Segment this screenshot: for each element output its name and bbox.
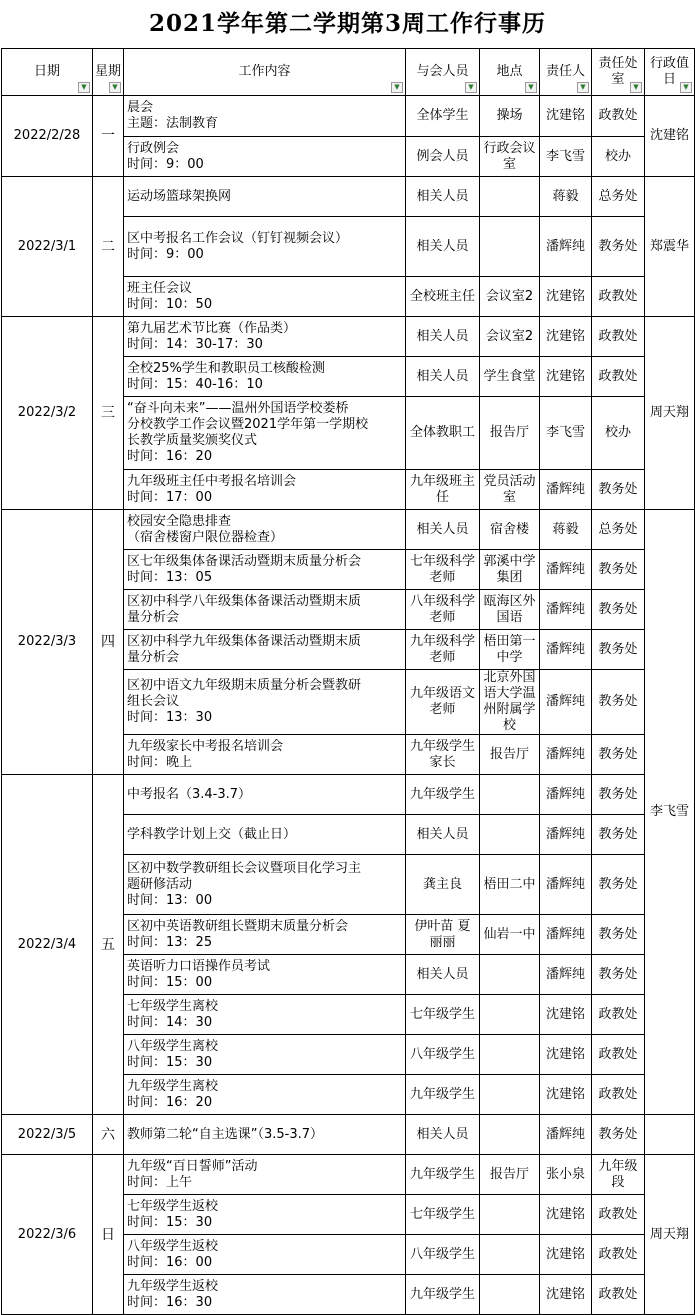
content-line: 时间：13：05	[127, 569, 213, 585]
content-line: （宿舍楼窗户限位器检查）	[127, 529, 284, 545]
content-cell	[124, 1155, 406, 1195]
header-label: 与会人员	[416, 64, 469, 79]
content-line: 九年级学生返校	[127, 1278, 219, 1294]
content-cell	[124, 277, 406, 317]
owner-cell: 潘辉纯	[540, 590, 592, 630]
dept-cell: 教务处	[592, 590, 645, 630]
header-row	[2, 49, 695, 96]
content-line: 时间：14：30	[127, 1014, 213, 1030]
content-line: 时间：上午	[127, 1174, 193, 1190]
dept-cell: 政教处	[592, 1035, 645, 1075]
content-line: 时间：15：30	[127, 1054, 213, 1070]
dept-cell: 政教处	[592, 1235, 645, 1275]
location-cell	[480, 815, 540, 855]
dept-cell: 政教处	[592, 1275, 645, 1315]
dept-cell: 教务处	[592, 217, 645, 277]
content-cell	[124, 510, 406, 550]
location-cell: 报告厅	[480, 397, 540, 470]
dept-cell: 九年级段	[592, 1155, 645, 1195]
content-cell	[124, 815, 406, 855]
content-line: 行政例会	[127, 140, 180, 156]
dept-cell: 总务处	[592, 177, 645, 217]
attendees-cell: 九年级学生家长	[406, 735, 480, 775]
owner-cell: 潘辉纯	[540, 815, 592, 855]
table-row	[2, 775, 695, 815]
page-title: 2021学年第二学期第3周工作行事历	[148, 10, 547, 37]
content-cell	[124, 357, 406, 397]
owner-cell: 沈建铭	[540, 1235, 592, 1275]
content-cell	[124, 955, 406, 995]
attendees-cell: 全体教职工	[406, 397, 480, 470]
filter-dropdown-icon[interactable]: ▼	[630, 82, 642, 93]
col-header-owner[interactable]	[540, 49, 592, 96]
col-header-weekday[interactable]	[93, 49, 124, 96]
header-label: 行政值日	[649, 56, 689, 87]
attendees-cell: 九年级班主任	[406, 470, 480, 510]
content-cell	[124, 397, 406, 470]
col-header-location[interactable]	[480, 49, 540, 96]
content-line: 八年级学生离校	[127, 1038, 219, 1054]
location-cell: 操场	[480, 96, 540, 137]
content-line: 全校25%学生和教职员工核酸检测	[127, 360, 325, 376]
date-cell: 2022/3/5	[2, 1115, 93, 1155]
dept-cell: 政教处	[592, 357, 645, 397]
filter-dropdown-icon[interactable]: ▼	[525, 82, 537, 93]
header-label: 责任处室	[598, 56, 638, 87]
owner-cell: 李飞雪	[540, 397, 592, 470]
content-line: 九年级学生离校	[127, 1078, 219, 1094]
location-cell	[480, 1115, 540, 1155]
attendees-cell: 七年级学生	[406, 995, 480, 1035]
location-cell	[480, 1035, 540, 1075]
location-cell: 仙岩一中	[480, 915, 540, 955]
location-cell: 会议室2	[480, 317, 540, 357]
dept-cell: 总务处	[592, 510, 645, 550]
content-line: 量分析会	[127, 649, 180, 665]
content-cell	[124, 630, 406, 670]
attendees-cell: 九年级学生	[406, 775, 480, 815]
content-line: 运动场篮球架换网	[127, 188, 232, 204]
content-cell	[124, 735, 406, 775]
col-header-content[interactable]	[124, 49, 406, 96]
location-cell	[480, 1235, 540, 1275]
owner-cell: 沈建铭	[540, 1075, 592, 1115]
owner-cell: 沈建铭	[540, 1195, 592, 1235]
owner-cell: 沈建铭	[540, 96, 592, 137]
dept-cell: 教务处	[592, 815, 645, 855]
content-line: 时间：15：40-16：10	[127, 376, 263, 392]
date-cell: 2022/3/6	[2, 1155, 93, 1315]
table-row	[2, 510, 695, 550]
col-header-date[interactable]	[2, 49, 93, 96]
attendees-cell: 八年级科学老师	[406, 590, 480, 630]
content-line: 时间：15：00	[127, 974, 213, 990]
attendees-cell: 龚主良	[406, 855, 480, 915]
dept-cell: 政教处	[592, 995, 645, 1035]
dept-cell: 教务处	[592, 670, 645, 735]
location-cell: 报告厅	[480, 1155, 540, 1195]
content-line: 主题：法制教育	[127, 116, 219, 131]
dept-cell: 政教处	[592, 1195, 645, 1235]
owner-cell: 李飞雪	[540, 137, 592, 177]
content-line: 时间：16：30	[127, 1294, 213, 1310]
owner-cell: 沈建铭	[540, 1275, 592, 1315]
table-row	[2, 1115, 695, 1155]
content-cell	[124, 1195, 406, 1235]
content-line: 学科教学计划上交（截止日）	[127, 826, 297, 842]
content-cell	[124, 775, 406, 815]
attendees-cell: 相关人员	[406, 955, 480, 995]
dept-cell: 校办	[592, 137, 645, 177]
attendees-cell: 九年级语文老师	[406, 670, 480, 735]
content-line: 时间：17：00	[127, 489, 213, 505]
weekday-cell: 六	[93, 1115, 124, 1155]
content-line: 区初中科学八年级集体备课活动暨期末质	[127, 593, 362, 609]
dept-cell: 教务处	[592, 1115, 645, 1155]
owner-cell: 潘辉纯	[540, 630, 592, 670]
owner-cell: 沈建铭	[540, 277, 592, 317]
dept-cell: 教务处	[592, 955, 645, 995]
date-cell: 2022/3/1	[2, 177, 93, 317]
weekday-cell: 日	[93, 1155, 124, 1315]
location-cell: 梧田二中	[480, 855, 540, 915]
content-line: 长教学质量奖颁奖仪式	[127, 433, 258, 448]
content-line: 时间：晚上	[127, 754, 193, 770]
content-line: 区初中语文九年级期末质量分析会暨教研	[127, 678, 362, 693]
location-cell: 学生食堂	[480, 357, 540, 397]
owner-cell: 潘辉纯	[540, 470, 592, 510]
content-cell	[124, 670, 406, 735]
dept-cell: 政教处	[592, 96, 645, 137]
attendees-cell: 全校班主任	[406, 277, 480, 317]
content-cell	[124, 217, 406, 277]
attendees-cell: 例会人员	[406, 137, 480, 177]
content-line: 八年级学生返校	[127, 1238, 219, 1254]
content-cell	[124, 96, 406, 137]
content-line: 时间：9：00	[127, 246, 204, 262]
date-cell: 2022/3/4	[2, 775, 93, 1115]
dept-cell: 教务处	[592, 470, 645, 510]
owner-cell: 沈建铭	[540, 995, 592, 1035]
content-line: 区初中数学教研组长会议暨项目化学习主	[127, 860, 362, 876]
dept-cell: 教务处	[592, 550, 645, 590]
table-row	[2, 177, 695, 217]
duty-cell: 周天翔	[645, 317, 695, 510]
dept-cell: 政教处	[592, 1075, 645, 1115]
header-label: 星期	[95, 64, 122, 79]
owner-cell: 潘辉纯	[540, 915, 592, 955]
filter-dropdown-icon[interactable]: ▼	[391, 82, 403, 93]
owner-cell: 沈建铭	[540, 1035, 592, 1075]
content-line: 时间：9：00	[127, 156, 204, 172]
attendees-cell: 相关人员	[406, 357, 480, 397]
content-line: 区初中科学九年级集体备课活动暨期末质	[127, 633, 362, 649]
attendees-cell: 全体学生	[406, 96, 480, 137]
content-line: 九年级“百日誓师”活动	[127, 1158, 258, 1174]
location-cell	[480, 955, 540, 995]
weekday-cell: 二	[93, 177, 124, 317]
content-line: 时间：14：30-17：30	[127, 336, 263, 352]
location-cell	[480, 1195, 540, 1235]
content-line: 量分析会	[127, 609, 180, 625]
attendees-cell: 九年级学生	[406, 1155, 480, 1195]
attendees-cell: 九年级科学老师	[406, 630, 480, 670]
content-line: 时间：15：30	[127, 1214, 213, 1230]
weekday-cell: 四	[93, 510, 124, 775]
location-cell	[480, 1275, 540, 1315]
content-cell	[124, 1235, 406, 1275]
location-cell: 郭溪中学集团	[480, 550, 540, 590]
content-cell	[124, 177, 406, 217]
location-cell: 北京外国语大学温州附属学校	[480, 670, 540, 735]
content-line: 第九届艺术节比赛（作品类）	[127, 320, 297, 336]
content-cell	[124, 1115, 406, 1155]
weekday-cell: 一	[93, 96, 124, 177]
duty-cell: 李飞雪	[645, 510, 695, 1115]
header-label: 日期	[33, 64, 60, 79]
content-cell	[124, 550, 406, 590]
dept-cell: 政教处	[592, 277, 645, 317]
owner-cell: 沈建铭	[540, 317, 592, 357]
table-row	[2, 317, 695, 357]
attendees-cell: 七年级学生	[406, 1195, 480, 1235]
location-cell: 梧田第一中学	[480, 630, 540, 670]
content-line: 时间：13：00	[127, 892, 213, 908]
date-cell: 2022/3/2	[2, 317, 93, 510]
content-line: 时间：16：00	[127, 1254, 213, 1270]
content-line: 英语听力口语操作员考试	[127, 958, 271, 974]
weekday-cell: 三	[93, 317, 124, 510]
content-cell	[124, 855, 406, 915]
header-label: 工作内容	[238, 64, 291, 79]
content-cell	[124, 1275, 406, 1315]
content-line: 九年级班主任中考报名培训会	[127, 473, 297, 489]
owner-cell: 潘辉纯	[540, 550, 592, 590]
dept-cell: 教务处	[592, 915, 645, 955]
date-cell: 2022/2/28	[2, 96, 93, 177]
attendees-cell: 相关人员	[406, 815, 480, 855]
attendees-cell: 七年级科学老师	[406, 550, 480, 590]
filter-dropdown-icon[interactable]: ▼	[465, 82, 477, 93]
header-label: 责任人	[545, 64, 585, 79]
date-cell: 2022/3/3	[2, 510, 93, 775]
attendees-cell: 相关人员	[406, 217, 480, 277]
filter-dropdown-icon[interactable]: ▼	[577, 82, 589, 93]
location-cell	[480, 177, 540, 217]
owner-cell: 沈建铭	[540, 357, 592, 397]
attendees-cell: 伊叶苗 夏丽丽	[406, 915, 480, 955]
owner-cell: 蒋毅	[540, 510, 592, 550]
header-label: 地点	[496, 64, 523, 79]
dept-cell: 政教处	[592, 317, 645, 357]
owner-cell: 张小泉	[540, 1155, 592, 1195]
content-cell	[124, 1035, 406, 1075]
location-cell: 瓯海区外国语	[480, 590, 540, 630]
schedule-body	[2, 96, 695, 1315]
content-line: 时间：10：50	[127, 296, 213, 312]
duty-cell: 沈建铭	[645, 96, 695, 177]
content-line: 教师第二轮“自主选课”（3.5-3.7）	[127, 1126, 324, 1142]
duty-cell: 郑震华	[645, 177, 695, 317]
content-line: 时间：16：20	[127, 449, 213, 464]
owner-cell: 潘辉纯	[540, 217, 592, 277]
filter-dropdown-icon[interactable]: ▼	[109, 82, 121, 93]
content-cell	[124, 317, 406, 357]
content-cell	[124, 1075, 406, 1115]
owner-cell: 潘辉纯	[540, 670, 592, 735]
dept-cell: 校办	[592, 397, 645, 470]
content-line: 区中考报名工作会议（钉钉视频会议）	[127, 230, 349, 246]
table-row	[2, 96, 695, 137]
col-header-dept[interactable]	[592, 49, 645, 96]
content-line: 时间：13：30	[127, 710, 213, 725]
attendees-cell: 八年级学生	[406, 1035, 480, 1075]
content-line: “奋斗向未来”——温州外国语学校娄桥	[127, 401, 349, 416]
content-line: 七年级学生离校	[127, 998, 219, 1014]
attendees-cell: 九年级学生	[406, 1075, 480, 1115]
attendees-cell: 相关人员	[406, 317, 480, 357]
content-cell	[124, 137, 406, 177]
attendees-cell: 九年级学生	[406, 1275, 480, 1315]
owner-cell: 潘辉纯	[540, 1115, 592, 1155]
dept-cell: 教务处	[592, 855, 645, 915]
attendees-cell: 相关人员	[406, 510, 480, 550]
filter-dropdown-icon[interactable]: ▼	[680, 82, 692, 93]
col-header-attendees[interactable]	[406, 49, 480, 96]
attendees-cell: 相关人员	[406, 1115, 480, 1155]
dept-cell: 教务处	[592, 735, 645, 775]
content-line: 时间：13：25	[127, 934, 213, 950]
content-cell	[124, 995, 406, 1035]
content-line: 校园安全隐患排查	[127, 513, 232, 529]
dept-cell: 教务处	[592, 775, 645, 815]
location-cell: 报告厅	[480, 735, 540, 775]
weekday-cell: 五	[93, 775, 124, 1115]
content-line: 时间：16：20	[127, 1094, 213, 1110]
attendees-cell: 相关人员	[406, 177, 480, 217]
content-line: 题研修活动	[127, 876, 193, 892]
schedule-table	[1, 48, 695, 1315]
location-cell	[480, 217, 540, 277]
owner-cell: 潘辉纯	[540, 775, 592, 815]
owner-cell: 潘辉纯	[540, 955, 592, 995]
location-cell	[480, 1075, 540, 1115]
owner-cell: 蒋毅	[540, 177, 592, 217]
location-cell	[480, 995, 540, 1035]
location-cell: 党员活动室	[480, 470, 540, 510]
col-header-duty[interactable]	[645, 49, 695, 96]
filter-dropdown-icon[interactable]: ▼	[78, 82, 90, 93]
location-cell: 宿舍楼	[480, 510, 540, 550]
content-line: 区七年级集体备课活动暨期末质量分析会	[127, 553, 362, 569]
table-row	[2, 1155, 695, 1195]
content-line: 中考报名（3.4-3.7）	[127, 786, 252, 802]
content-line: 九年级家长中考报名培训会	[127, 738, 284, 754]
content-line: 七年级学生返校	[127, 1198, 219, 1214]
location-cell: 行政会议室	[480, 137, 540, 177]
content-cell	[124, 590, 406, 630]
owner-cell: 潘辉纯	[540, 735, 592, 775]
owner-cell: 潘辉纯	[540, 855, 592, 915]
content-line: 班主任会议	[127, 280, 193, 296]
content-cell	[124, 470, 406, 510]
content-line: 区初中英语教研组长暨期末质量分析会	[127, 918, 349, 934]
duty-cell: 周天翔	[645, 1155, 695, 1315]
location-cell: 会议室2	[480, 277, 540, 317]
content-line: 分校教学工作会议暨2021学年第一学期校	[127, 417, 369, 432]
dept-cell: 教务处	[592, 630, 645, 670]
content-line: 晨会	[127, 100, 154, 115]
duty-cell	[645, 1115, 695, 1155]
content-line: 组长会议	[127, 694, 180, 709]
content-cell	[124, 915, 406, 955]
attendees-cell: 八年级学生	[406, 1235, 480, 1275]
location-cell	[480, 775, 540, 815]
